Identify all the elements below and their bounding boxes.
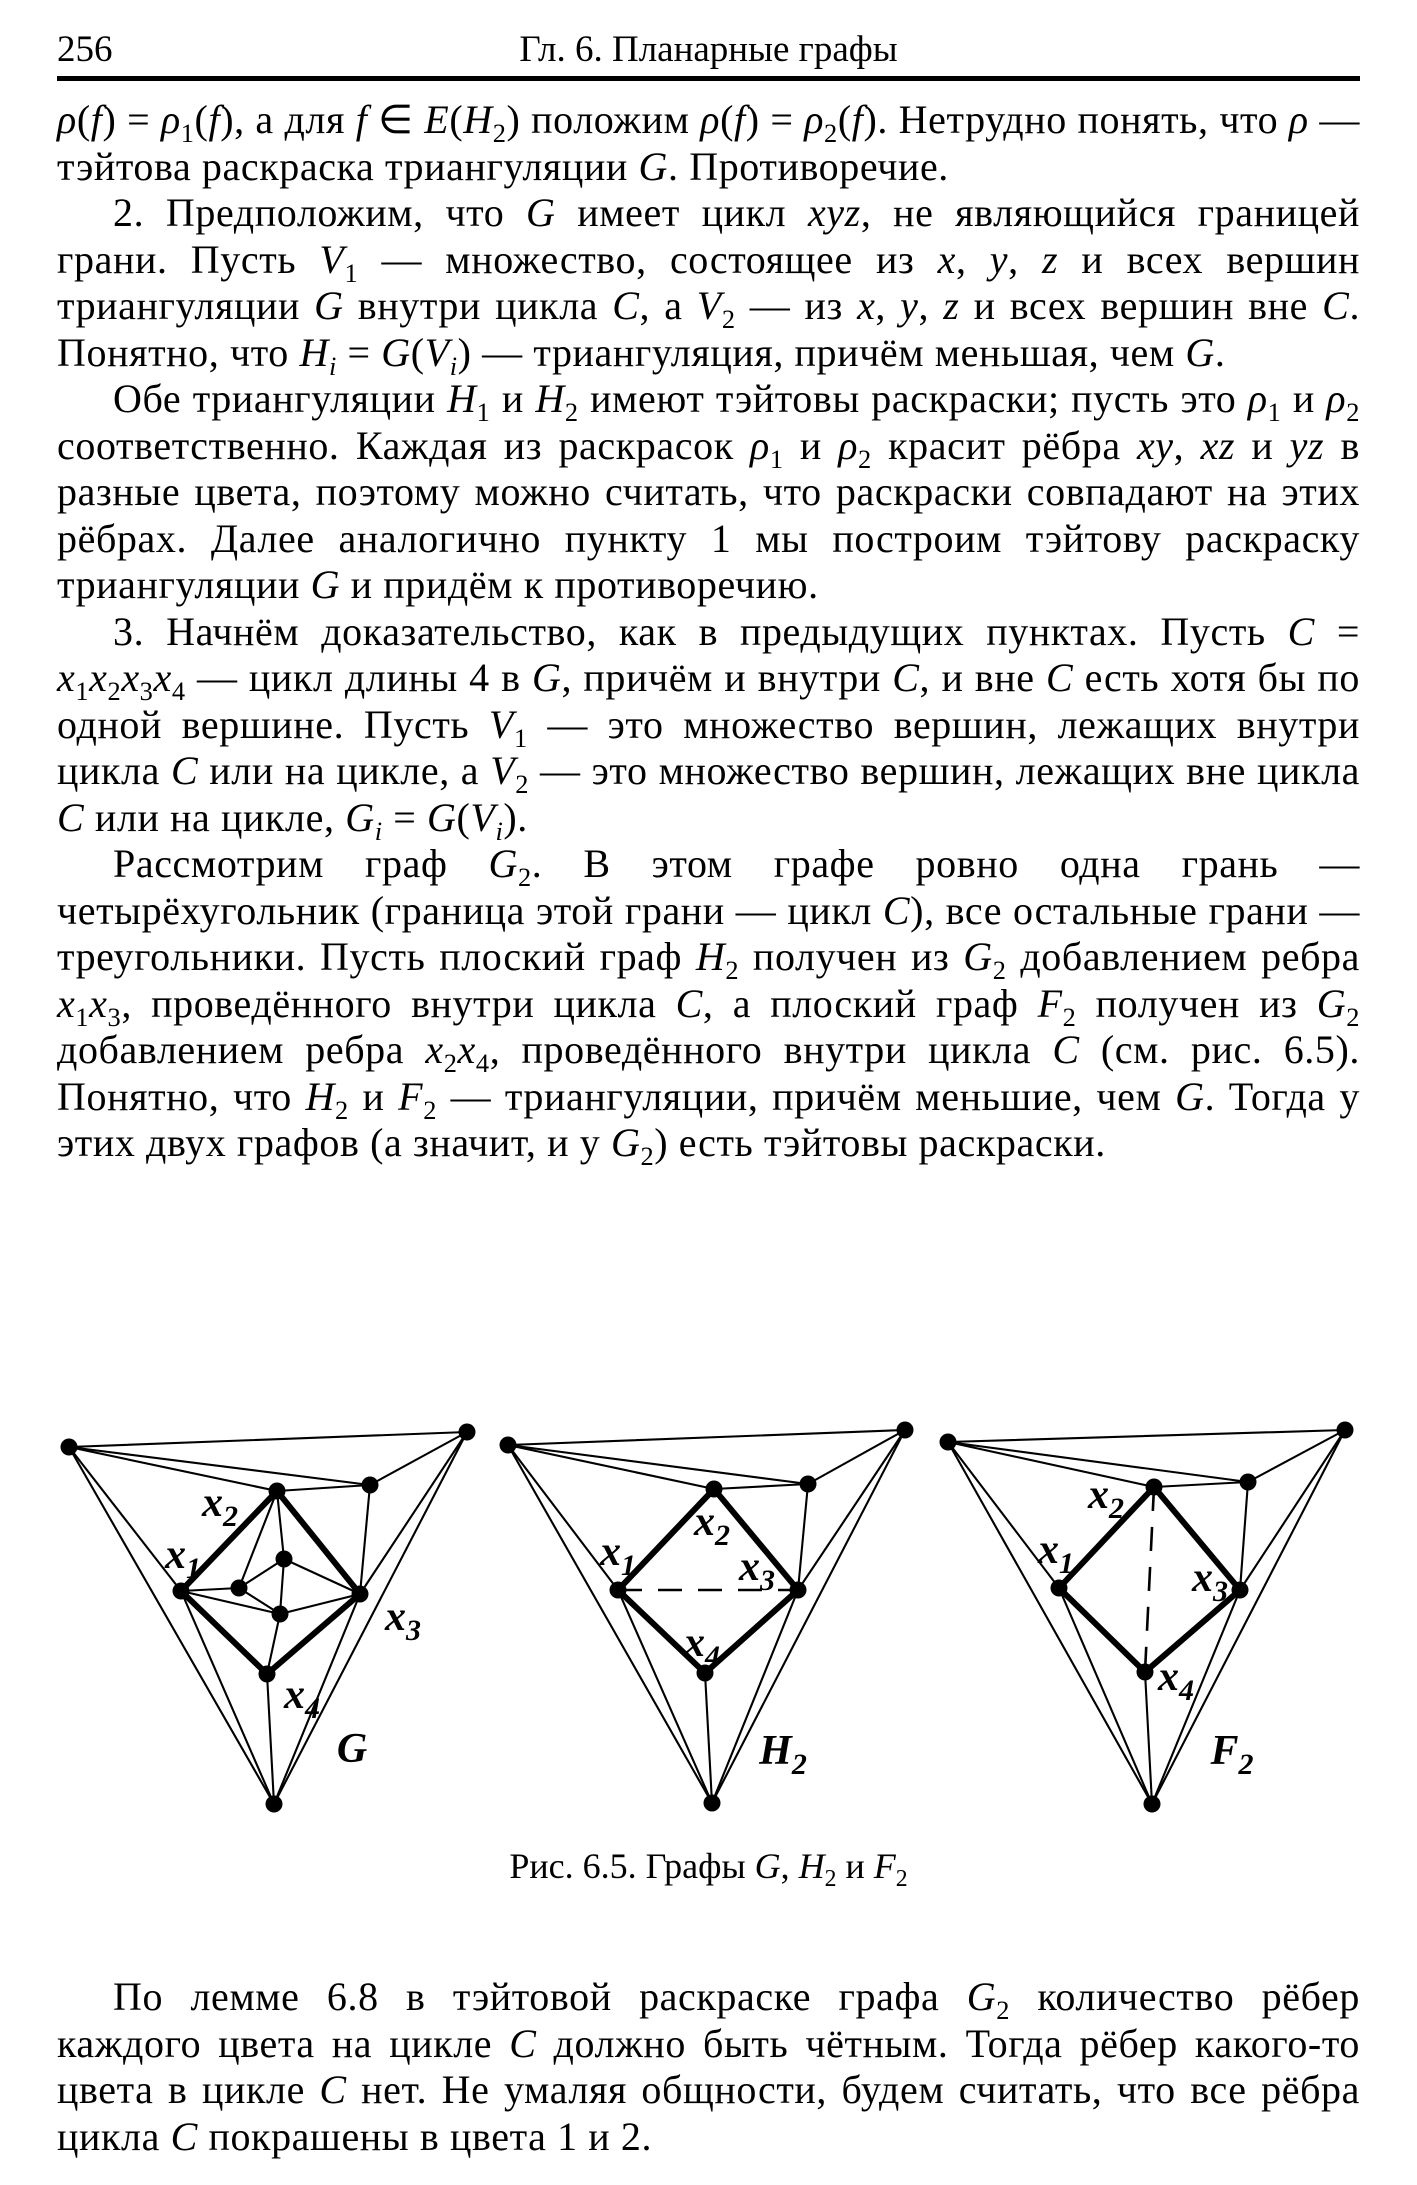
page-number: 256 [57, 29, 113, 70]
svg-text:x4: $x_4$ [284, 1672, 320, 1725]
svg-text:x3: $x_3$ [739, 1544, 775, 1597]
running-head [57, 28, 1360, 72]
svg-text:x3: $x_3$ [1192, 1555, 1228, 1608]
body-text-block-2 [57, 1974, 1360, 2160]
svg-text:x1: $x_1$ [600, 1529, 636, 1582]
svg-text:x1: $x_1$ [165, 1532, 201, 1585]
graph-f2-drawing [920, 1398, 1380, 1823]
figure-caption: Рис. 6.5. Графы G, $H_2$ и $F_2$ [509, 1846, 908, 1893]
svg-text:H2: $H_2$ [759, 1728, 807, 1781]
paragraph: 3. Начнём доказательство, как в предыдущих пунктах. Пусть $C = x_1x_2x_3x_4$ — цикл длины 4 в G, причём и внутри C, и вне C есть хотя бы по одной вершине. Пусть $V_1$ — это множество вершин, лежащих внутри цикла C или на цикле, а $V_2$ — это множество вершин, лежащих вне цикла C или на цикле, $G_i = G(V_i)$. [57, 608, 1361, 846]
svg-text:x3: $x_3$ [385, 1594, 421, 1647]
graph-g-drawing [40, 1398, 500, 1823]
running-title: Гл. 6. Планарные графы [519, 29, 898, 70]
paragraph: Рассмотрим граф $G_2$. В этом графе ровно одна грань — четырёхугольник (граница этой грани — цикл C), все остальные грани — треугольники. Пусть плоский граф $H_2$ получен из $G_2$ добавлением ребра $x_1x_3$, проведённого внутри цикла C, а плоский граф $F_2$ получен из $G_2$ добавлением ребра $x_2x_4$, проведённого внутри цикла C (см. рис. 6.5). Понятно, что $H_2$ и $F_2$ — триангуляции, причём меньшие, чем G. Тогда у этих двух графов (а значит, и у $G_2$) есть тэйтовы раскраски. [57, 841, 1361, 1171]
svg-text:x2: $x_2$ [694, 1499, 730, 1552]
paragraph: По лемме 6.8 в тэйтовой раскраске графа $G_2$ количество рёбер каждого цвета на цикле C должно быть чётным. Тогда рёбер какого-то цвета в цикле C нет. Не умаляя общности, будем считать, что все рёбра цикла C покрашены в цвета 1 и 2. [57, 1974, 1360, 2159]
paragraph: 2. Предположим, что G имеет цикл xyz, не являющийся границей грани. Пусть $V_1$ — множество, состоящее из x, y, z и всех вершин триангуляции G внутри цикла C, а $V_2$ — из x, y, z и всех вершин вне C. Понятно, что $H_i = G(V_i)$ — триангуляция, причём меньшая, чем G. [57, 190, 1361, 381]
svg-text:F2: $F_2$ [1210, 1728, 1254, 1781]
graph-h2-drawing [480, 1398, 930, 1823]
header-rule [57, 76, 1360, 81]
svg-text:x2: $x_2$ [1088, 1472, 1124, 1525]
svg-text:x1: $x_1$ [1038, 1527, 1074, 1580]
paragraph: Обе триангуляции $H_1$ и $H_2$ имеют тэйтовы раскраски; пусть это $\rho_1$ и $\rho_2$ соответственно. Каждая из раскрасок $\rho_1$ и $\rho_2$ красит рёбра xy, xz и yz в разные цвета, поэтому можно считать, что раскраски совпадают на этих рёбрах. Далее аналогично пункту 1 мы построим тэйтову раскраску триангуляции G и придём к противоречию. [57, 376, 1360, 607]
body-text-block-1 [57, 97, 1361, 1171]
figure-6-5 [0, 1398, 1417, 1828]
svg-text:x4: $x_4$ [1158, 1654, 1194, 1707]
paragraph: $\rho(f) = \rho_1(f)$, а для f ∈ $E(H_2)$ положим $\rho(f) = \rho_2(f)$. Нетрудно понять, что ρ — тэйтова раскраска триангуляции G. Противоречие. [57, 97, 1361, 189]
svg-text:x4: $x_4$ [684, 1620, 720, 1673]
svg-text:G: G [336, 1726, 368, 1772]
svg-text:x2: $x_2$ [202, 1480, 238, 1533]
